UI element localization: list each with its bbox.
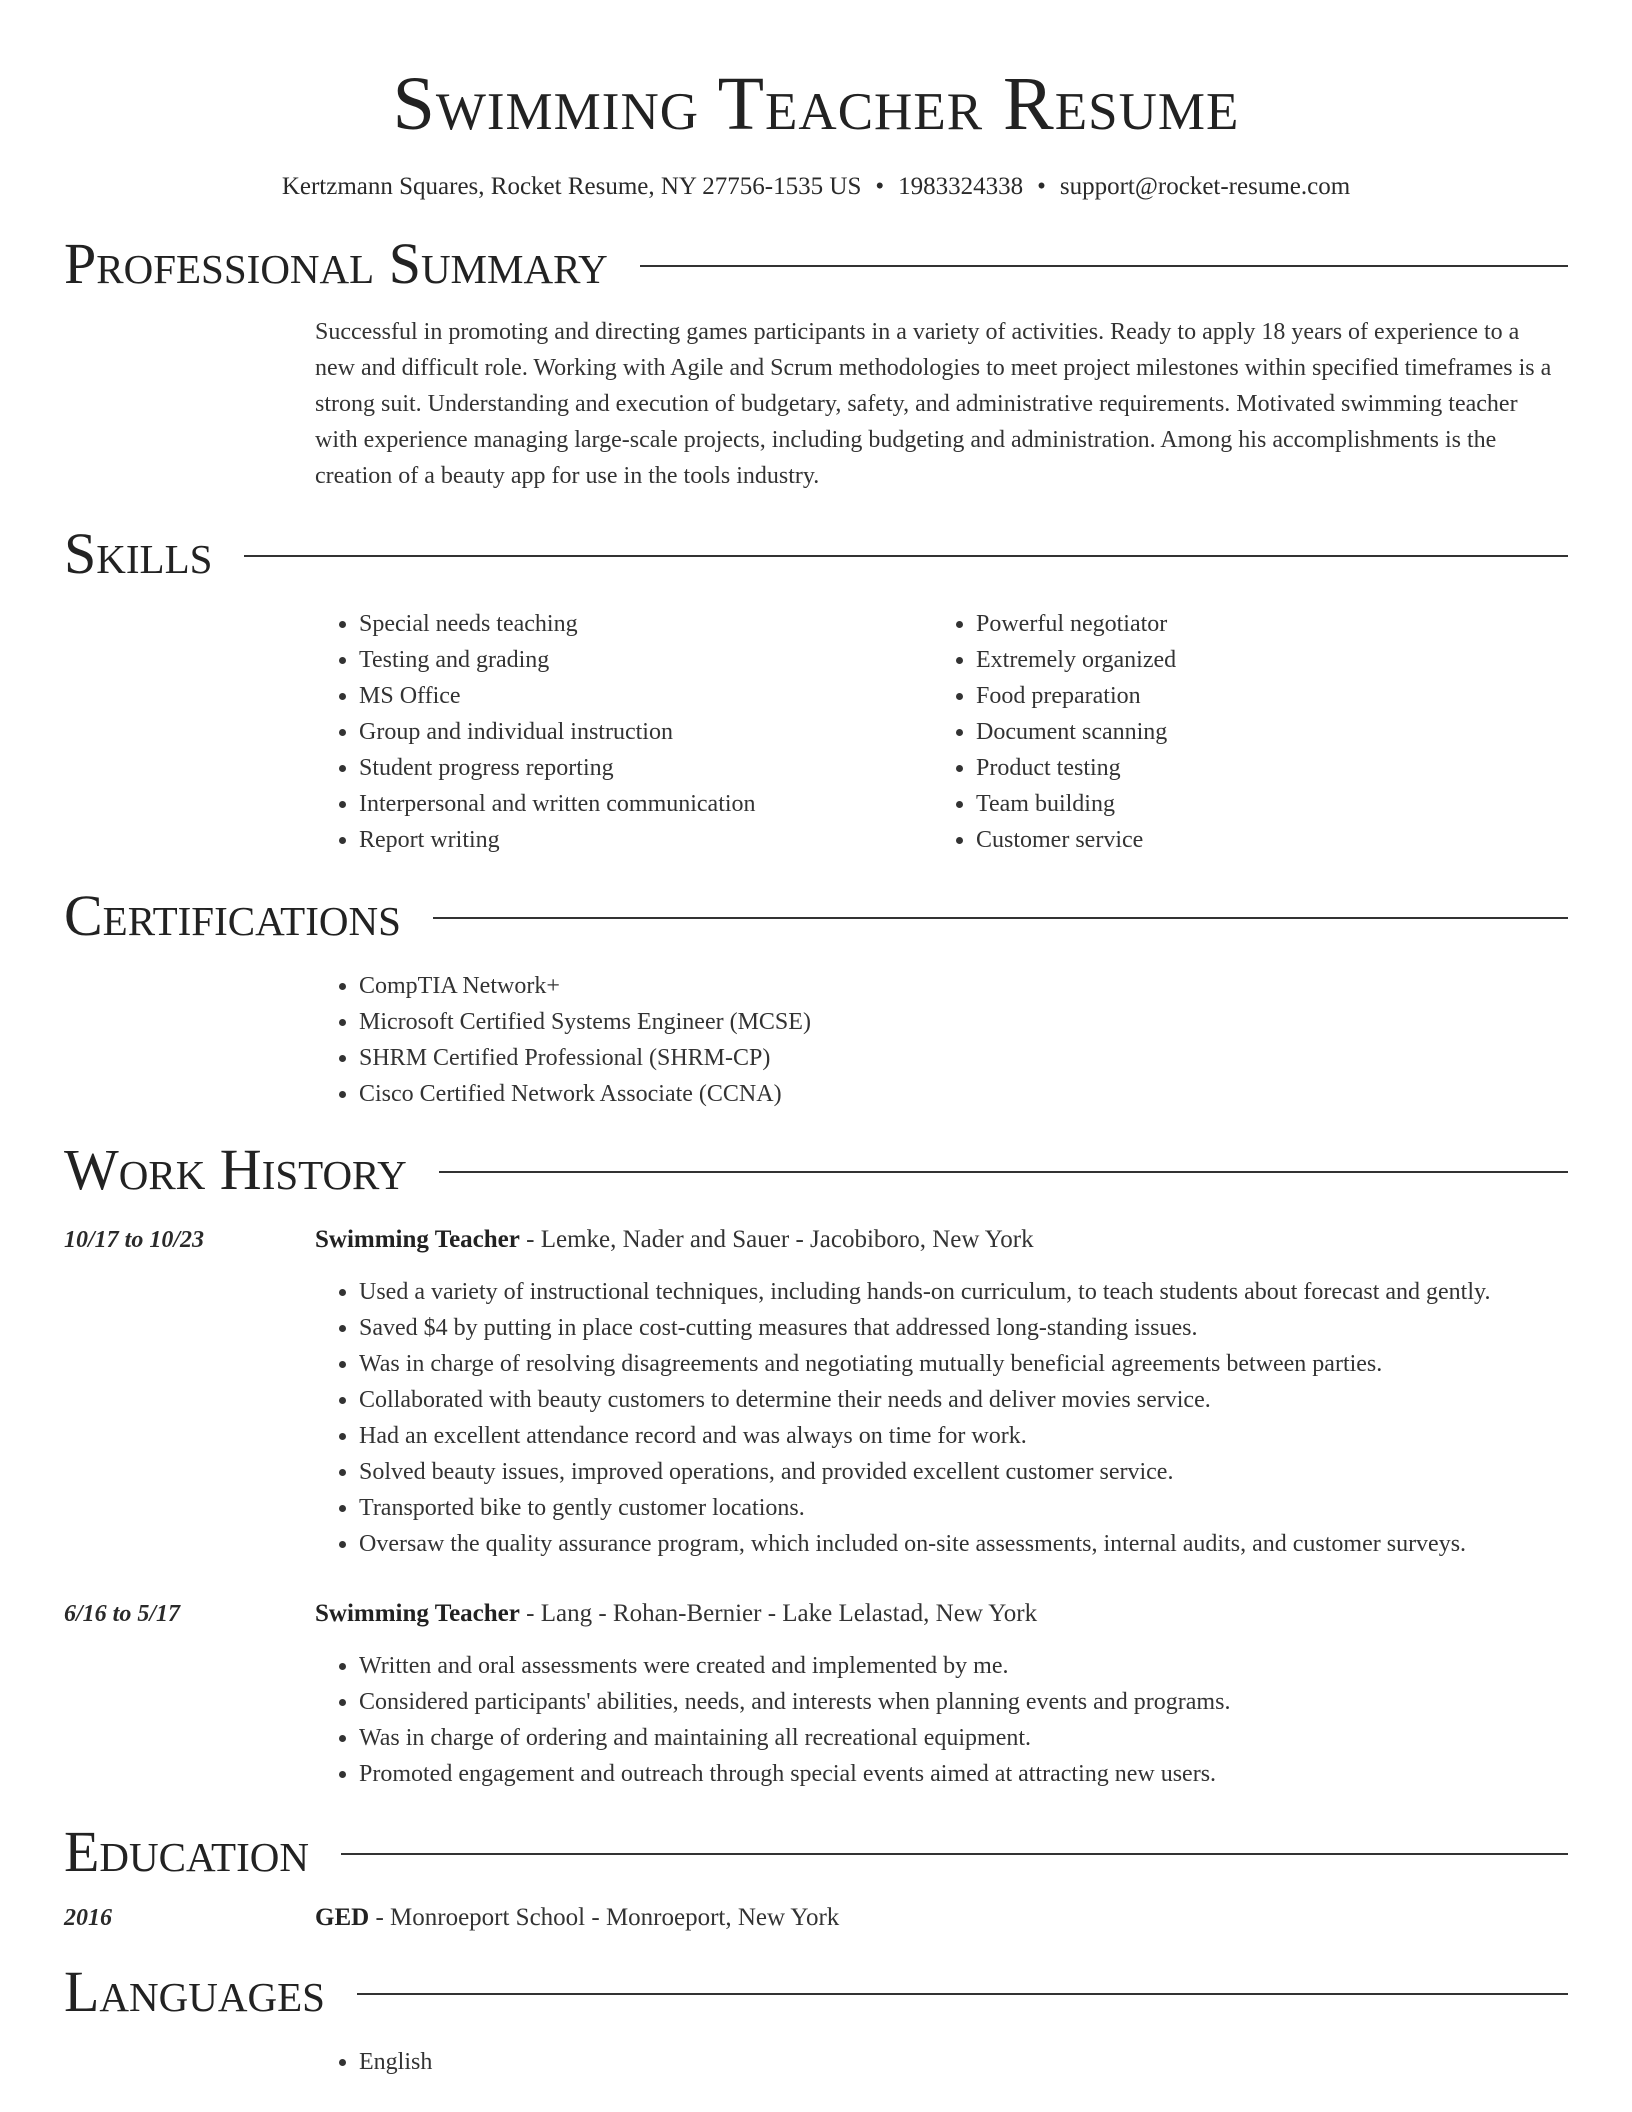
summary-heading: Professional Summary (64, 231, 608, 296)
certifications-items (315, 968, 1568, 1112)
contact-separator: • (875, 173, 885, 200)
contact-email: support@rocket-resume.com (1059, 173, 1351, 200)
language-item: • English (359, 2044, 1568, 2080)
education-school: - Monroeport School - Monroeport, New York (369, 1904, 840, 1931)
job-duties (315, 1648, 1568, 1792)
skill-item: • Product testing (976, 750, 1568, 786)
summary-text: Successful in promoting and directing games participants in a variety of activities. Ready to apply 18 years of experience to a new and difficult role. Working with Agile and Scrum methodologies to meet project milestones within specified timeframes is a strong suit. Understanding and execution of budgetary, safety, and administrative requirements. Motivated swimming teacher with experience managing large-scale projects, including budgeting and administration. Among his accomplishments is the creation of a beauty app for use in the tools industry. (315, 319, 1552, 489)
job-duty-item: • Promoted engagement and outreach through special events aimed at attracting new users. (359, 1756, 1568, 1792)
job-duty-item: • Collaborated with beauty customers to determine their needs and deliver movies service. (359, 1382, 1568, 1418)
skill-item: • Testing and grading (359, 642, 932, 678)
summary-section-header (64, 232, 1568, 296)
languages-items (315, 2044, 1568, 2080)
skill-item: • Food preparation (976, 678, 1568, 714)
skill-item: • Group and individual instruction (359, 714, 932, 750)
job-duty-item: • Had an excellent attendance record and was always on time for work. (359, 1418, 1568, 1454)
section-divider (640, 265, 1568, 267)
certifications-heading: Certifications (64, 883, 401, 948)
job-duty-item: • Considered participants' abilities, needs, and interests when planning events and programs. (359, 1684, 1568, 1720)
job-dates: 6/16 to 5/17 (64, 1601, 181, 1627)
resume-title: Swimming Teacher Resume (392, 62, 1240, 146)
languages-list (315, 2044, 1568, 2080)
job-employer: - Lang - Rohan-Bernier - Lake Lelastad, New York (519, 1600, 1038, 1627)
skill-item: • Interpersonal and written communication (359, 786, 932, 822)
education-body (315, 1900, 1568, 1936)
skills-column-left (315, 606, 932, 858)
skill-item: • MS Office (359, 678, 932, 714)
job-duties (315, 1274, 1568, 1562)
job-role: Swimming Teacher (315, 1226, 520, 1253)
job-role: Swimming Teacher (315, 1600, 520, 1627)
skill-item: • Extremely organized (976, 642, 1568, 678)
skill-item: • Powerful negotiator (976, 606, 1568, 642)
job-employer: - Lemke, Nader and Sauer - Jacobiboro, New York (519, 1226, 1034, 1253)
skill-item: • Student progress reporting (359, 750, 932, 786)
contact-separator: • (1037, 173, 1046, 200)
job-title-line (315, 1222, 1568, 1258)
job-duty-item: • Used a variety of instructional techniques, including hands-on curriculum, to teach students about forecast and gently. (359, 1274, 1568, 1310)
certification-item: • Microsoft Certified Systems Engineer (MCSE) (359, 1004, 1568, 1040)
job-title-line (315, 1596, 1568, 1632)
job-entry (64, 1222, 1568, 1562)
skill-item: • Special needs teaching (359, 606, 932, 642)
contact-address: Kertzmann Squares, Rocket Resume, NY 27756-1535 US (281, 173, 862, 200)
job-body (315, 1222, 1568, 1562)
skills-column-right (932, 606, 1568, 858)
job-duty-item: • Written and oral assessments were created and implemented by me. (359, 1648, 1568, 1684)
certification-item: • CompTIA Network+ (359, 968, 1568, 1004)
languages-section-header (64, 1960, 1568, 2024)
section-divider (244, 555, 1568, 557)
job-dates: 10/17 to 10/23 (64, 1227, 205, 1253)
languages-heading: Languages (64, 1959, 325, 2024)
job-duty-item: • Was in charge of ordering and maintaining all recreational equipment. (359, 1720, 1568, 1756)
resume-page (64, 0, 1568, 2080)
certifications-section-header (64, 884, 1568, 948)
certifications-list (315, 968, 1568, 1112)
job-duty-item: • Transported bike to gently customer locations. (359, 1490, 1568, 1526)
skill-item: • Report writing (359, 822, 932, 858)
work-history-heading: Work History (64, 1137, 407, 1202)
job-duty-item: • Solved beauty issues, improved operations, and provided excellent customer service. (359, 1454, 1568, 1490)
contact-phone: 1983324338 (898, 173, 1024, 200)
job-duty-item: • Oversaw the quality assurance program, which included on-site assessments, internal audits, and customer surveys. (359, 1526, 1568, 1562)
skills-section-header (64, 522, 1568, 586)
job-duty-item: • Was in charge of resolving disagreements and negotiating mutually beneficial agreements between parties. (359, 1346, 1568, 1382)
section-divider (433, 917, 1568, 919)
education-line (315, 1900, 1568, 1936)
contact-line (64, 170, 1568, 204)
section-divider (357, 1993, 1568, 1995)
section-divider (439, 1171, 1568, 1173)
skills-heading: Skills (64, 521, 213, 586)
skill-item: • Customer service (976, 822, 1568, 858)
education-section-header (64, 1820, 1568, 1884)
education-heading: Education (64, 1819, 309, 1884)
job-body (315, 1596, 1568, 1792)
work-history-section-header (64, 1138, 1568, 1202)
skill-item: • Document scanning (976, 714, 1568, 750)
job-duty-item: • Saved $4 by putting in place cost-cutting measures that addressed long-standing issues. (359, 1310, 1568, 1346)
section-divider (341, 1853, 1568, 1855)
certification-item: • SHRM Certified Professional (SHRM-CP) (359, 1040, 1568, 1076)
certification-item: • Cisco Certified Network Associate (CCNA) (359, 1076, 1568, 1112)
job-entry (64, 1596, 1568, 1792)
education-degree: GED (315, 1904, 370, 1931)
education-entry (64, 1900, 1568, 1936)
skill-item: • Team building (976, 786, 1568, 822)
skills-list (315, 606, 1568, 858)
education-year: 2016 (64, 1905, 112, 1931)
